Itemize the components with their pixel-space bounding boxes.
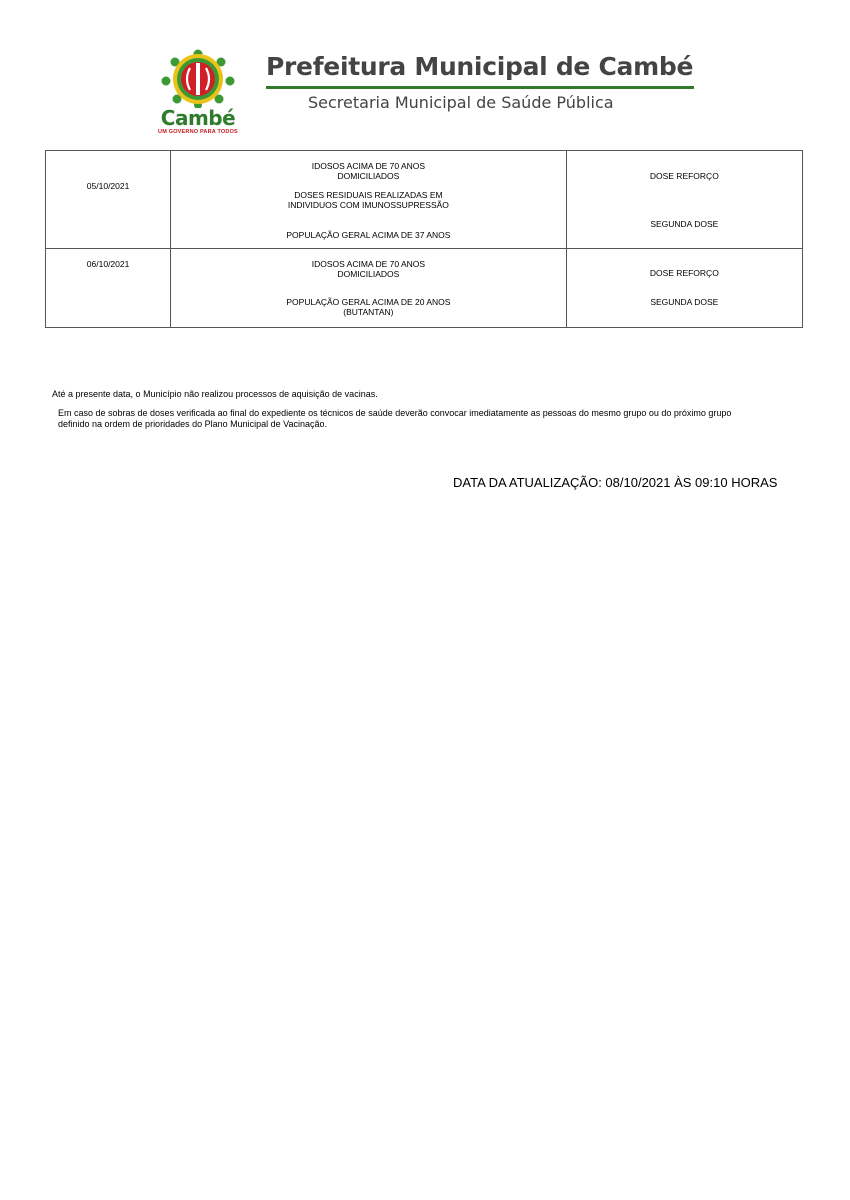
groups-cell (171, 249, 567, 328)
date-cell (46, 151, 171, 249)
dose-label: SEGUNDA DOSE (650, 219, 719, 229)
group-label: IDOSOS ACIMA DE 70 ANOS DOMICILIADOS (311, 259, 426, 279)
group-label: POPULAÇÃO GERAL ACIMA DE 37 ANOS (286, 230, 451, 240)
groups-cell (171, 151, 567, 249)
title-divider (266, 86, 694, 89)
update-timestamp: DATA DA ATUALIZAÇÃO: 08/10/2021 ÀS 09:10 HORAS (453, 475, 778, 490)
group-label: POPULAÇÃO GERAL ACIMA DE 20 ANOS (BUTANTAN) (286, 297, 451, 317)
acquisition-note: Até a presente data, o Município não realizou processos de aquisição de vacinas. (52, 389, 378, 399)
schedule-date: 06/10/2021 (86, 259, 130, 269)
logo-wordmark: Cambé (160, 106, 236, 130)
schedule-date: 05/10/2021 (86, 181, 130, 191)
cambe-emblem-icon (150, 48, 246, 108)
table-row (46, 151, 803, 249)
cambe-logo (150, 48, 246, 138)
dose-label: DOSE REFORÇO (649, 171, 719, 181)
org-title: Prefeitura Municipal de Cambé (266, 52, 694, 81)
dose-label: DOSE REFORÇO (649, 268, 719, 278)
group-label: IDOSOS ACIMA DE 70 ANOS DOMICILIADOS (311, 161, 426, 181)
vaccination-schedule-table (45, 150, 803, 328)
doses-cell (566, 249, 802, 328)
org-subtitle: Secretaria Municipal de Saúde Pública (308, 93, 614, 112)
doses-cell (566, 151, 802, 249)
leftover-doses-note: Em caso de sobras de doses verificada ao final do expediente os técnicos de saúde deverão convocar imediatamente as pessoas do mesmo grupo ou do próximo grupo definido na ordem de prioridades do Plano Municipal de Vacinação. (58, 408, 732, 429)
table-row (46, 249, 803, 328)
group-label: DOSES RESIDUAIS REALIZADAS EM INDIVIDUOS COM IMUNOSSUPRESSÃO (287, 190, 449, 210)
logo-slogan: UM GOVERNO PARA TODOS (158, 129, 238, 135)
dose-label: SEGUNDA DOSE (650, 297, 719, 307)
date-cell (46, 249, 171, 328)
